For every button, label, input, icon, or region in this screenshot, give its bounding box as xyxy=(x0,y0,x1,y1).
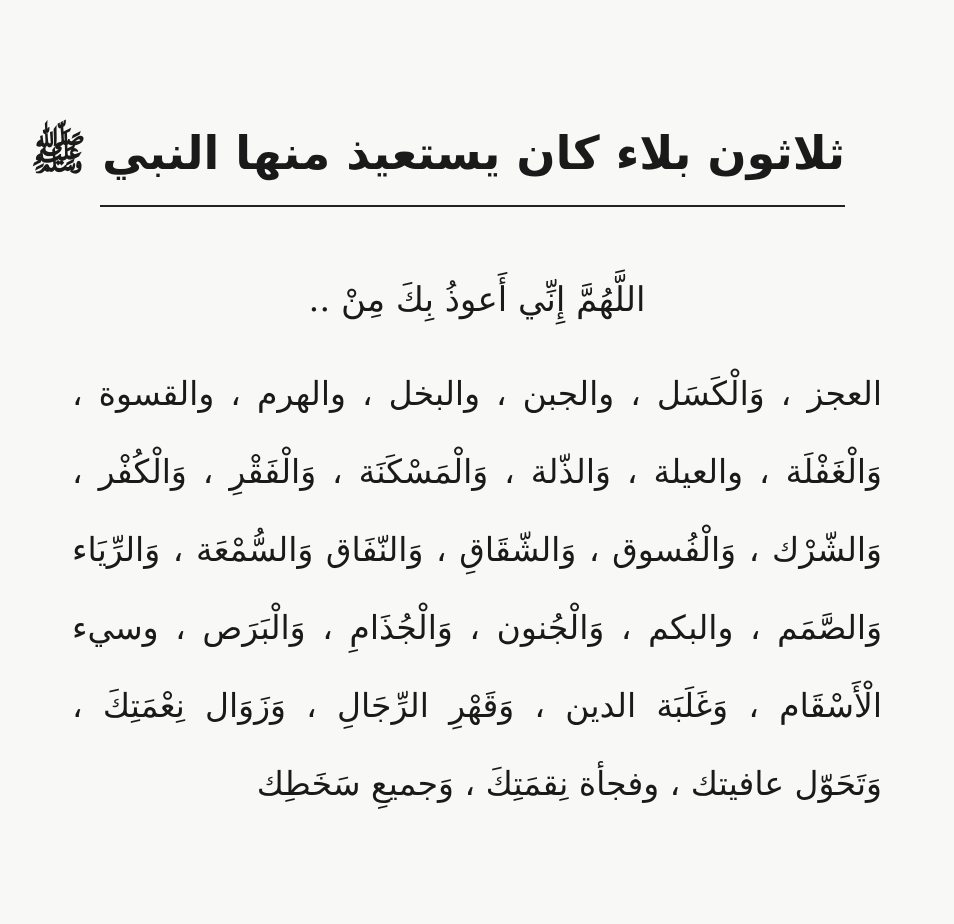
supplication-line: وَالشّرْك ، وَالْفُسوق ، وَالشّقَاقِ ، وَالنّفَاق وَالسُّمْعَة ، وَالرِّيَاء xyxy=(72,530,882,569)
supplication-line: وَالْغَفْلَة ، والعيلة ، وَالذّلة ، وَالْمَسْكَنَة ، وَالْفَقْرِ ، وَالْكُفْر ، xyxy=(72,452,882,491)
supplication-line: الْأَسْقَام ، وَغَلَبَة الدين ، وَقَهْرِ الرِّجَالِ ، وَزَوَال نِعْمَتِكَ ، xyxy=(72,686,882,725)
title-underline xyxy=(100,205,845,207)
opening-supplication: اللَّهُمَّ إِنِّي أَعوذُ بِكَ مِنْ .. xyxy=(308,280,646,320)
supplication-line: وَالصَّمَم ، والبكم ، وَالْجُنون ، وَالْجُذَامِ ، وَالْبَرَص ، وسيء xyxy=(72,608,882,647)
supplication-line: العجز ، وَالْكَسَل ، والجبن ، والبخل ، والهرم ، والقسوة ، xyxy=(72,374,882,413)
supplication-list xyxy=(72,355,882,823)
supplication-line: وَتَحَوّل عافيتك ، وفجأة نِقمَتِكَ ، وَجميعِ سَخَطِك xyxy=(256,764,882,803)
page-title: ثلاثون بلاء كان يستعيذ منها النبي ﷺ xyxy=(30,126,845,180)
